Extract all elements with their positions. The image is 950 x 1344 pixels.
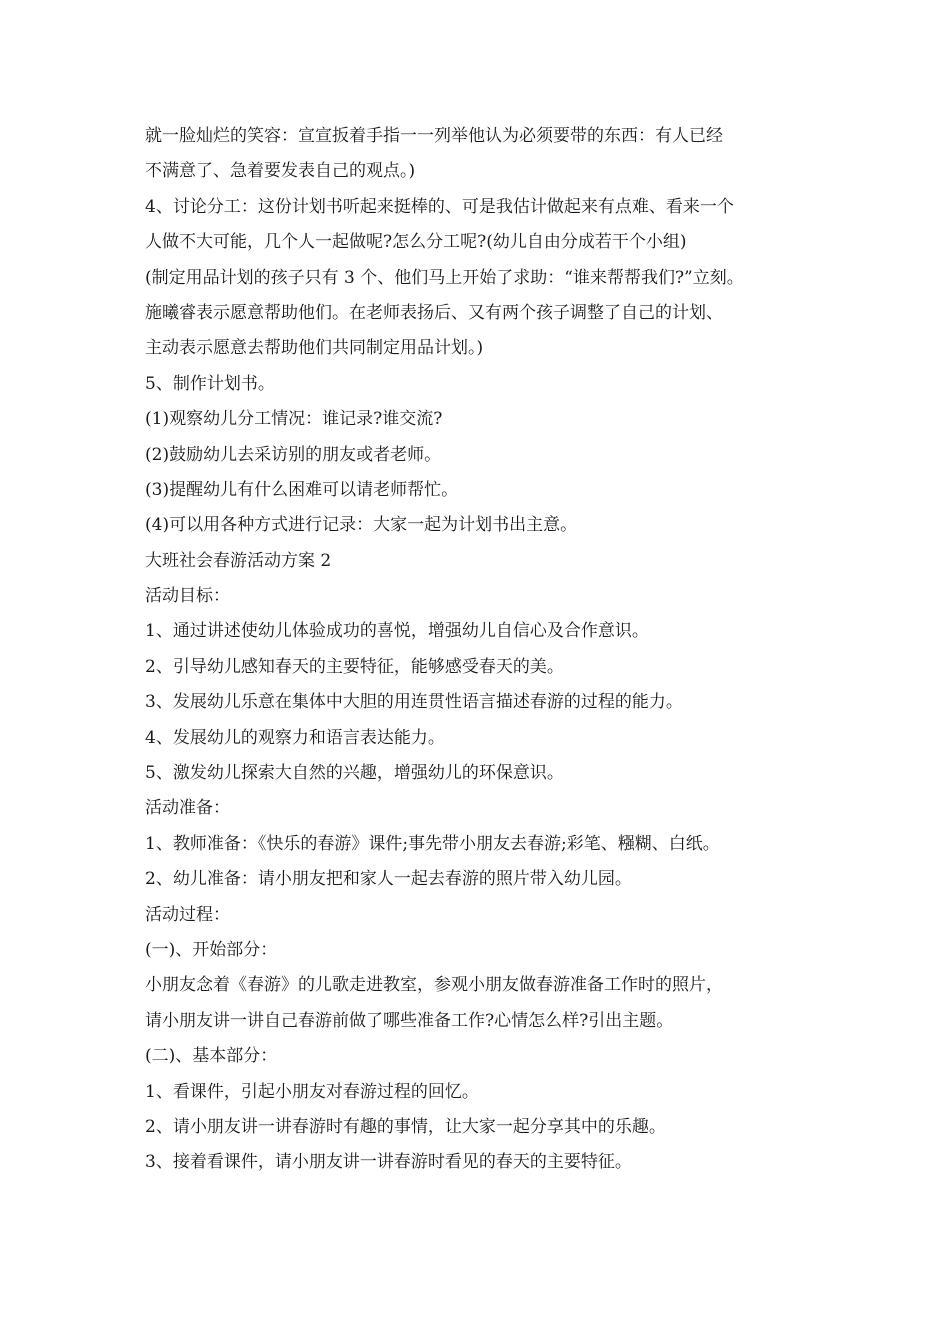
text-line: 小朋友念着《春游》的儿歌走进教室，参观小朋友做春游准备工作时的照片， [145,975,723,996]
list-item: (1)观察幼儿分工情况：谁记录?谁交流? [145,409,443,430]
list-item: 2、引导幼儿感知春天的主要特征，能够感受春天的美。 [145,656,564,677]
text-line: 主动表示愿意去帮助他们共同制定用品计划。) [145,338,484,359]
document-title: 大班社会春游活动方案 2 [145,550,332,571]
list-item: 4、发展幼儿的观察力和语言表达能力。 [145,727,445,748]
text-line: 就一脸灿烂的笑容：宣宣扳着手指一一列举他认为必须要带的东西：有人已经 [145,126,723,146]
text-line: 请小朋友讲一讲自己春游前做了哪些准备工作?心情怎么样?引出主题。 [145,1010,674,1031]
list-item: (4)可以用各种方式进行记录：大家一起为计划书出主意。 [145,515,578,536]
list-item: 1、看课件，引起小朋友对春游过程的回忆。 [145,1081,479,1102]
list-item: (3)提醒幼儿有什么困难可以请老师帮忙。 [145,479,459,500]
text-line: (制定用品计划的孩子只有 3 个、他们马上开始了求助：“谁来帮帮我们?”立刻。 [145,267,744,288]
list-item: 1、教师准备：《快乐的春游》课件;事先带小朋友去春游;彩笔、糨糊、白纸。 [145,833,720,854]
section-heading: 活动目标： [145,586,230,607]
list-item: 3、接着看课件，请小朋友讲一讲春游时看见的春天的主要特征。 [145,1152,632,1173]
list-item: 2、幼儿准备：请小朋友把和家人一起去春游的照片带入幼儿园。 [145,869,632,890]
text-line: 不满意了、急着要发表自己的观点。) [145,161,416,182]
list-item: 5、激发幼儿探索大自然的兴趣，增强幼儿的环保意识。 [145,763,564,784]
section-heading: 活动准备： [145,798,230,819]
section-heading: 5、制作计划书。 [145,373,275,394]
list-item: 1、通过讲述使幼儿体验成功的喜悦，增强幼儿自信心及合作意识。 [145,621,649,642]
section-heading: 活动过程： [145,904,230,925]
document-body [145,119,845,1181]
list-item: 3、发展幼儿乐意在集体中大胆的用连贯性语言描述春游的过程的能力。 [145,692,683,713]
list-item: 2、请小朋友讲一讲春游时有趣的事情，让大家一起分享其中的乐趣。 [145,1116,666,1137]
subsection-heading: (一)、开始部分： [145,939,278,960]
subsection-heading: (二)、基本部分： [145,1046,278,1067]
text-line: 人做不大可能，几个人一起做呢?怎么分工呢?(幼儿自由分成若干个小组) [145,232,687,253]
text-line: 4、讨论分工：这份计划书听起来挺棒的、可是我估计做起来有点难、看来一个 [145,196,734,217]
list-item: (2)鼓励幼儿去采访别的朋友或者老师。 [145,444,442,465]
text-line: 施曦睿表示愿意帮助他们。在老师表扬后、又有两个孩子调整了自己的计划、 [145,302,723,323]
